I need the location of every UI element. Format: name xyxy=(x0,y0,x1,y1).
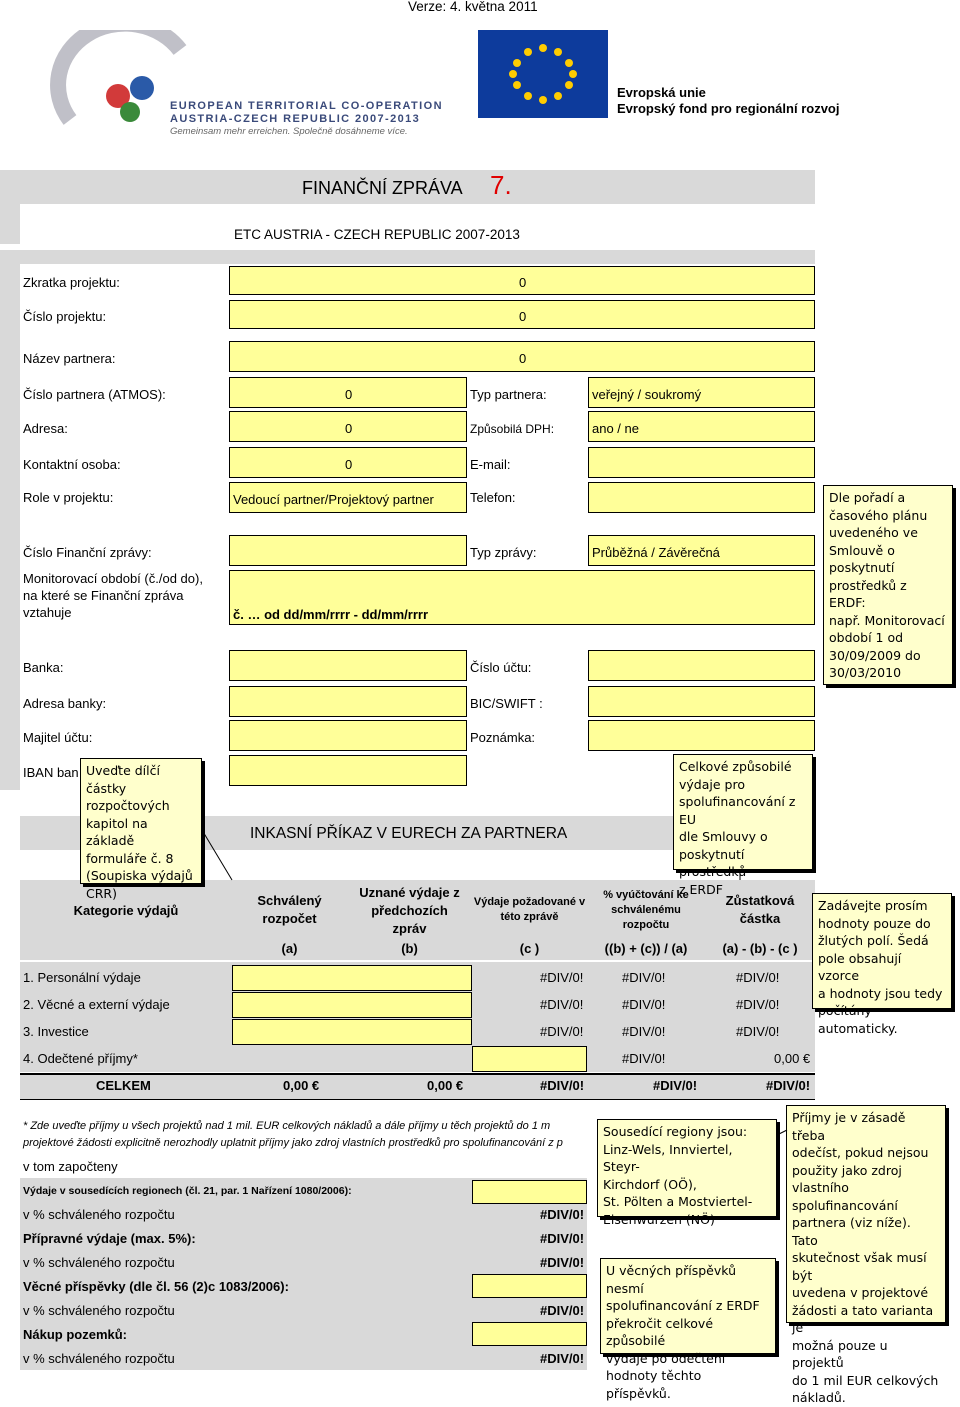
eu-label: Evropská unie xyxy=(617,85,706,100)
row-vecne: 2. Věcné a externí výdaje xyxy=(23,997,170,1012)
adresa-banky-label: Adresa banky: xyxy=(23,696,107,711)
bic-label: BIC/SWIFT : xyxy=(470,696,543,711)
typ-zpravy-label: Typ zprávy: xyxy=(470,545,537,560)
obdobi-label-3: vztahuje xyxy=(23,605,72,620)
poznamka-label: Poznámka: xyxy=(470,730,536,745)
footnote-1: * Zde uveďte příjmy u všech projektů nad 1 mil. EUR celkových nákladů a dále příjmy u těch projektů do 1 m xyxy=(23,1120,551,1132)
adresa-field[interactable]: 0 xyxy=(229,411,467,442)
row-personalni: 1. Personální výdaje xyxy=(23,970,141,985)
pripravne-label: Přípravné výdaje (max. 5%): xyxy=(23,1231,196,1246)
cislo-zpravy-label: Číslo Finanční zprávy: xyxy=(23,545,152,560)
typ-partnera-field[interactable]: veřejný / soukromý xyxy=(588,377,815,408)
note-regiony: Sousedící regiony jsou: Linz-Wels, Innviertel, Steyr- Kirchdorf (OÖ), St. Pölten a Mostviertel- Eisenwurzen (NÖ) xyxy=(597,1119,777,1217)
obdobi-label-2: na které se Finanční zpráva xyxy=(23,588,184,603)
cislo-partnera-label: Číslo partnera (ATMOS): xyxy=(23,387,166,402)
banka-label: Banka: xyxy=(23,660,64,675)
inkaso-title: INKASNÍ PŘÍKAZ V EURECH ZA PARTNERA xyxy=(250,825,568,842)
nazev-partnera-label: Název partnera: xyxy=(23,351,116,366)
kategorie-header: Kategorie výdajů xyxy=(73,903,179,918)
subtitle: ETC AUSTRIA - CZECH REPUBLIC 2007-2013 xyxy=(234,227,520,242)
note-castky: Uveďte dílčí částky rozpočtových kapitol na základě formuláře č. 8 (Soupiska výdajů CRR) xyxy=(80,758,202,884)
row-prijmy: 4. Odečtené příjmy* xyxy=(23,1051,138,1066)
page-title: FINANČNÍ ZPRÁVA xyxy=(302,178,463,198)
majitel-label: Majitel účtu: xyxy=(23,730,93,745)
typ-partnera-label: Typ partnera: xyxy=(470,387,547,402)
adresa-label: Adresa: xyxy=(23,421,68,436)
zkratka-field[interactable]: 0 xyxy=(229,266,815,295)
cislo-uctu-label: Číslo účtu: xyxy=(470,660,532,675)
row-investice: 3. Investice xyxy=(23,1024,89,1039)
logo-line3: Gemeinsam mehr erreichen. Společně dosáhneme více. xyxy=(170,126,408,137)
nazev-partnera-field[interactable]: 0 xyxy=(229,341,815,372)
typ-zpravy-field[interactable]: Průběžná / Závěrečná xyxy=(588,535,815,566)
footnote-2: projektové žádosti explicitně nerozhodly uplatnit příjmy jako zdroj vlastních prostředků pro spolufinancování z p xyxy=(23,1137,563,1149)
logo-line2: AUSTRIA-CZECH REPUBLIC 2007-2013 xyxy=(170,113,421,125)
version-label: Verze: 4. května 2011 xyxy=(408,0,538,14)
cislo-projektu-label: Číslo projektu: xyxy=(23,309,107,324)
v-tom-label: v tom započteny xyxy=(23,1159,118,1174)
sousedni-label: Výdaje v sousedících regionech (čl. 21, par. 1 Nařízení 1080/2006): xyxy=(23,1185,352,1197)
nakup-label: Nákup pozemků: xyxy=(23,1327,128,1342)
cislo-partnera-field[interactable]: 0 xyxy=(229,377,467,408)
zkratka-label: Zkratka projektu: xyxy=(23,275,120,290)
vecne-label: Věcné příspěvky (dle čl. 56 (2)c 1083/2006): xyxy=(23,1279,289,1294)
note-prijmy: Příjmy je v zásadě třeba odečíst, pokud nejsou použity jako zdroj vlastního spolufinancování partnera (viz níže). Tato skutečnost však musí být uvedena v projektové žádosti a tato varianta je možná pouze u projektů do 1 mil EUR celkových nákladů. xyxy=(786,1105,946,1323)
kontakt-label: Kontaktní osoba: xyxy=(23,457,121,472)
email-label: E-mail: xyxy=(470,457,511,472)
cislo-projektu-field[interactable]: 0 xyxy=(229,300,815,329)
role-label: Role v projektu: xyxy=(23,490,114,505)
note-prispevky: U věcných příspěvků nesmí spolufinancování z ERDF překročit celkové způsobilé výdaje po odečtení hodnoty těchto příspěvků. xyxy=(600,1258,776,1354)
obdobi-field[interactable]: č. … od dd/mm/rrrr - dd/mm/rrrr xyxy=(229,570,815,625)
iban-label: IBAN ban xyxy=(23,765,79,780)
telefon-label: Telefon: xyxy=(470,490,516,505)
obdobi-label-1: Monitorovací období (č./od do), xyxy=(23,571,203,586)
role-field[interactable]: Vedoucí partner/Projektový partner xyxy=(229,482,467,513)
dph-field[interactable]: ano / ne xyxy=(588,411,815,442)
note-poradi: Dle pořadí a časového plánu uvedeného ve Smlouvě o poskytnutí prostředků z ERDF: např. Monitorovací období 1 od 30/09/2009 do 30/03/2010 xyxy=(823,485,953,685)
note-celkove: Celkové způsobilé výdaje pro spolufinancování z EU dle Smlouvy o poskytnutí prostředků z ERDF xyxy=(673,754,813,870)
logo-line1: EUROPEAN TERRITORIAL CO-OPERATION xyxy=(170,100,443,112)
dph-label: Způsobilá DPH: xyxy=(470,422,555,436)
total-label: CELKEM xyxy=(96,1078,151,1093)
erdf-label: Evropský fond pro regionální rozvoj xyxy=(617,101,840,116)
kontakt-field[interactable]: 0 xyxy=(229,447,467,478)
report-number: 7. xyxy=(490,170,512,200)
note-zadavejte: Zadávejte prosím hodnoty pouze do žlutých polí. Šedá pole obsahují vzorce a hodnoty jsou tedy počítány automaticky. xyxy=(812,893,952,1009)
